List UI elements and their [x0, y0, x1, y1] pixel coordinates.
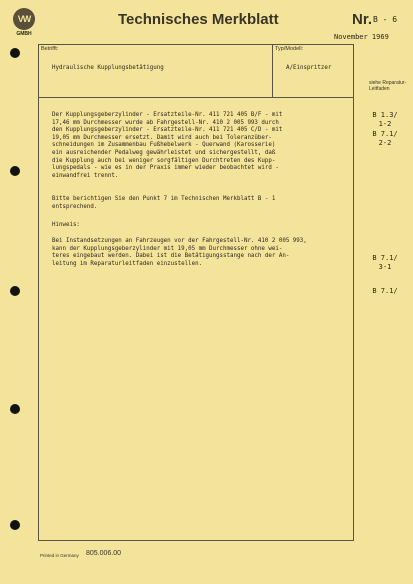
paragraph-1-line: den Kupplungsgeberzylinder - Ersatzteile-Nr. 411 721 405 C/D - mit — [52, 127, 283, 134]
paragraph-1-line: die Kupplung auch bei weniger sorgfältigen Durchtreten des Kupp- — [52, 157, 276, 164]
reference-4: B 7.1/ — [372, 287, 398, 295]
paragraph-3-line: kann der Kupplungsgeberzylinder mit 19,05 mm Durchmesser ohne wei- — [52, 245, 283, 252]
print-note: Printed in Germany — [40, 553, 79, 558]
paragraph-1-line: schneidungen im Zusammenbau Fußhebelwerk - Querwand (Karosserie) — [52, 142, 276, 149]
vw-logo: VW — [13, 8, 35, 30]
repair-guide-label: siehe Reparatur-Leitfaden — [369, 80, 407, 92]
number-value: B - 6 — [373, 15, 398, 24]
reference-2: B 7.1/ 2-2 — [372, 130, 398, 147]
paragraph-2-line: Bitte berichtigen Sie den Punkt 7 im Technischen Merkblatt B - 1 — [52, 196, 276, 202]
document-title: Technisches Merkblatt — [118, 11, 279, 28]
reference-3: B 7.1/ 3-1 — [372, 254, 398, 271]
paragraph-3-line: leitung im Reparaturleitfaden einzustellen. — [52, 260, 203, 267]
typ-label: Typ/Modell: — [275, 46, 304, 52]
logo-subtext: GMBH — [16, 31, 32, 37]
typ-value: A/Einspritzer — [286, 65, 332, 71]
meta-divider — [272, 44, 273, 97]
paragraph-1-line: 19,05 mm Durchmesser ersetzt. Damit wird auch bei Toleranzüber- — [52, 134, 272, 141]
paragraph-1-line: einwandfrei trennt. — [52, 172, 119, 179]
paragraph-1-line: ein ausreichender Pedalweg gewährleistet und sichergestellt, daß — [52, 149, 276, 156]
document-date: November 1969 — [334, 33, 389, 41]
punch-hole — [10, 520, 20, 530]
punch-hole — [10, 286, 20, 296]
paragraph-2 — [52, 196, 275, 211]
paragraph-1-line: Der Kupplungsgeberzylinder - Ersatzteile-Nr. 411 721 405 B/F - mit — [52, 112, 283, 118]
betrifft-label: Betrifft: — [41, 46, 59, 52]
punch-hole — [10, 404, 20, 414]
betrifft-value: Hydraulische Kupplungsbetätigung — [52, 65, 164, 71]
paragraph-1-line: lungspedals - wie es in der Praxis immer wieder beobachtet wird - — [52, 165, 279, 172]
number-label: Nr. — [352, 11, 373, 28]
hint-label: Hinweis: — [52, 222, 80, 228]
punch-hole — [10, 48, 20, 58]
punch-hole — [10, 166, 20, 176]
paragraph-3-line: teres eingebaut werden. Dabei ist die Betätigungsstange nach der An- — [52, 253, 290, 260]
header-divider — [38, 97, 354, 98]
paragraph-3-line: Bei Instandsetzungen an Fahrzeugen vor der Fahrgestell-Nr. 410 2 005 993, — [52, 238, 307, 244]
reference-1: B 1.3/ 1-2 — [372, 111, 398, 128]
paragraph-1 — [52, 112, 282, 180]
paragraph-1-line: 17,46 mm Durchmesser wurde ab Fahrgestell-Nr. 410 2 005 993 durch — [52, 119, 279, 126]
paragraph-2-line: entsprechend. — [52, 203, 98, 210]
paragraph-3 — [52, 238, 307, 268]
form-number: 805.006.00 — [86, 550, 122, 557]
